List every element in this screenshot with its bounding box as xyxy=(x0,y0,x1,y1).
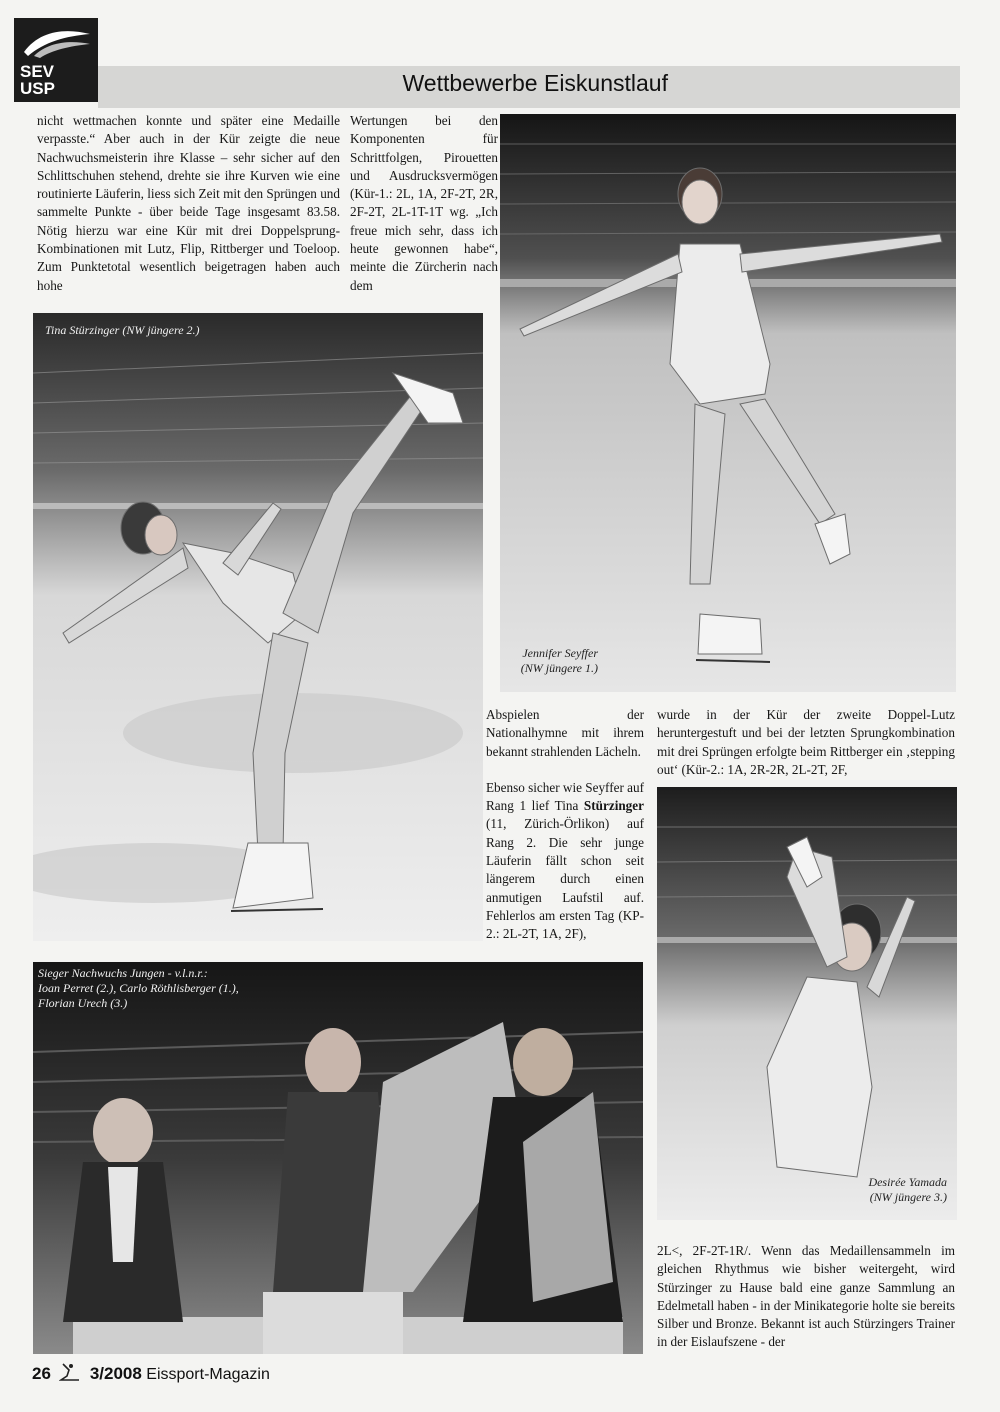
skater-logo-icon xyxy=(59,1362,81,1382)
header-bar xyxy=(98,66,960,108)
section-title: Wettbewerbe Eiskunstlauf xyxy=(402,70,668,96)
photo-tina-stuerzinger xyxy=(33,313,483,941)
photo-desiree-yamada xyxy=(657,787,957,1220)
article-paragraph: wurde in der Kür der zweite Doppel-Lutz heruntergestuft und bei der letzten Sprungkombination mit drei Sprüngen erfolgte beim Rittberger ein ‚stepping out‘ (Kür-2.: 1A, 2R-2R, 2L-2T, 2F, xyxy=(657,707,955,777)
caption-line: Ioan Perret (2.), Carlo Röthlisberger (1.), xyxy=(38,981,239,995)
article-paragraph: 2L<, 2F-2T-1R/. Wenn das Medaillensammeln im gleichen Rhythmus wie bisher weitergeht, wird Stürzinger zu Hause bald eine ganze Sammlung an Edelmetall haben - in der Minikategorie holte sie bereits Silber und Bronze. Bekannt ist auch Stürzingers Trainer in der Eislaufszene - der xyxy=(657,1243,955,1350)
caption-line: Florian Urech (3.) xyxy=(38,996,128,1010)
sev-usp-logo xyxy=(14,18,98,102)
issue-number: 3/2008 xyxy=(89,1364,142,1383)
page-number: 26 xyxy=(32,1364,51,1383)
article-paragraph xyxy=(486,779,644,944)
caption-line: Sieger Nachwuchs Jungen - v.l.n.r.: xyxy=(38,966,208,980)
photo-caption-boys xyxy=(38,966,239,1011)
caption-line: Desirée Yamada xyxy=(868,1175,947,1189)
photo-caption-desiree xyxy=(800,1175,947,1205)
article-column-3 xyxy=(486,706,644,944)
photo-podium-boys xyxy=(33,962,643,1354)
photo-caption-jennifer xyxy=(470,646,598,676)
article-column-4-continued xyxy=(657,1242,955,1352)
text-run: Ebenso sicher wie Seyffer auf Rang 1 lief Tina xyxy=(486,779,644,814)
magazine-name: Eissport-Magazin xyxy=(146,1366,270,1383)
caption-line: Jennifer Seyffer xyxy=(522,646,598,660)
article-paragraph: Abspielen der Nationalhymne mit ihrem bekannt strahlenden Lächeln. xyxy=(486,707,644,759)
logo-line-usp: USP xyxy=(20,79,55,98)
article-column-2 xyxy=(350,112,498,295)
photo-jennifer-seyffer xyxy=(500,114,956,692)
caption-line: (NW jüngere 1.) xyxy=(520,661,598,675)
article-column-4 xyxy=(657,706,955,779)
article-paragraph: nicht wettmachen konnte und später eine Medaille verpasste.“ Aber auch in der Kür zeigte die neue Nachwuchsmeisterin ihre Klasse – sehr sicher auf den Schlittschuhen stehend, drehte sie ihre Kurven wie eine routinierte Läuferin, liess sich Zeit mit den Sprüngen und sammelte Punkte - über beide Tage insgesamt 83.58. Nötig hierzu war eine Kür mit drei Doppelsprung-Kombinationen mit Lutz, Flip, Rittberger und Toeloop. Zum Punktetotal wesentlich beigetragen haben auch hohe xyxy=(37,113,340,293)
photo-caption: Tina Stürzinger (NW jüngere 2.) xyxy=(45,323,200,337)
logo-line-sev: SEV xyxy=(20,62,55,81)
skater-name-bold: Stürzinger xyxy=(583,798,644,814)
caption-line: (NW jüngere 3.) xyxy=(869,1190,947,1204)
text-run: (11, Zürich-Örlikon) auf Rang 2. Die sehr junge Läuferin fällt schon seit längerem durch einen anmutigen Laufstil auf. Fehlerlos am ersten Tag (KP-2.: 2L-2T, 1A, 2F), xyxy=(486,816,644,942)
article-paragraph: Wertungen bei den Komponenten für Schrittfolgen, Pirouetten und Ausdrucksvermögen (Kür-1.: 2L, 1A, 2F-2T, 2R, 2F-2T, 2L-1T-1T wg. „Ich freue mich sehr, dass ich heute gewonnen habe“, meinte die Zürcherin nach dem xyxy=(350,113,498,293)
article-column-1 xyxy=(37,112,340,295)
skater-swoosh-icon xyxy=(20,24,92,60)
page-footer xyxy=(32,1362,270,1384)
